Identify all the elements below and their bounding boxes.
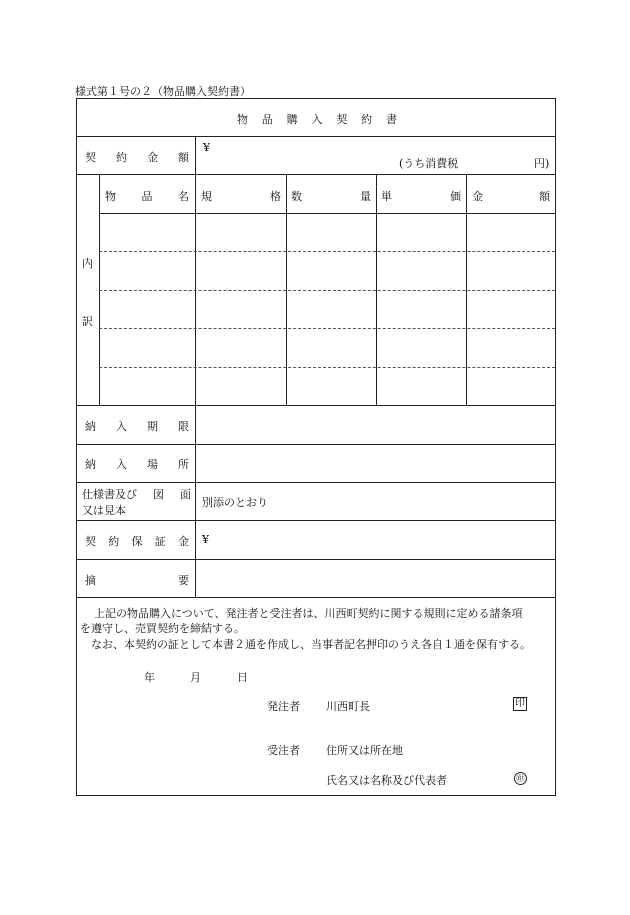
- title-char: 約: [361, 113, 373, 126]
- date-month: 月: [190, 671, 201, 684]
- column-header-quantity: 数 量: [291, 190, 371, 203]
- statement-line-1: 上記の物品購入について、発注者と受注者は、川西町契約に関する規則に定める諸条項: [94, 607, 523, 620]
- divider: [77, 444, 555, 445]
- statement-line-3: なお、本契約の証として本書２通を作成し、当事者記名押印のうえ各自１通を保有する。: [91, 638, 531, 651]
- orderer-name: 川西町長: [326, 700, 370, 713]
- contract-amount-yen: ¥: [203, 141, 210, 154]
- document-title: [237, 111, 397, 127]
- guarantee-label: 契 約 保 証 金: [85, 535, 189, 548]
- divider: [99, 213, 555, 214]
- delivery-period-label: 納 入 期 限: [85, 420, 189, 433]
- breakdown-label-1: 内: [82, 257, 93, 270]
- title-char: 購: [286, 113, 298, 126]
- contractor-label: 受注者: [267, 744, 300, 757]
- dashed-divider: [99, 251, 555, 252]
- date-year: 年: [144, 671, 155, 684]
- divider: [77, 520, 555, 521]
- title-char: 書: [385, 113, 397, 126]
- spec-label-line2: 又は見本: [82, 504, 126, 517]
- delivery-place-label: 納 入 場 所: [85, 458, 189, 471]
- dashed-divider: [99, 367, 555, 368]
- column-header-item: 物 品 名: [105, 190, 189, 203]
- divider: [77, 559, 555, 560]
- contract-form: [76, 98, 556, 796]
- column-header-amount: 金 額: [472, 190, 550, 203]
- dashed-divider: [99, 290, 555, 291]
- form-number: 様式第１号の２（物品購入契約書）: [75, 85, 251, 98]
- contractor-address: 住所又は所在地: [326, 744, 403, 757]
- date-day: 日: [237, 671, 248, 684]
- divider: [195, 405, 196, 597]
- breakdown-label-2: 訳: [82, 315, 93, 328]
- title-char: 物: [237, 113, 248, 126]
- column-header-unit-price: 単 価: [381, 190, 461, 203]
- remarks-label: 摘 要: [85, 574, 189, 587]
- tax-prefix: (うち消費税: [399, 157, 459, 170]
- orderer-stamp: 印: [515, 698, 525, 709]
- divider: [77, 136, 555, 137]
- guarantee-yen: ¥: [202, 533, 209, 546]
- divider: [77, 174, 555, 175]
- divider: [77, 405, 555, 406]
- title-char: 品: [261, 113, 273, 126]
- divider: [77, 597, 555, 598]
- contractor-seal: ㊞: [514, 772, 527, 785]
- spec-value: 別添のとおり: [202, 496, 268, 509]
- divider: [195, 136, 196, 174]
- column-header-spec: 規 格: [201, 190, 281, 203]
- orderer-label: 発注者: [267, 700, 300, 713]
- divider: [77, 482, 555, 483]
- spec-label-line1: 仕様書及び 図 面: [82, 488, 191, 501]
- dashed-divider: [99, 328, 555, 329]
- title-char: 契: [336, 113, 348, 126]
- statement-line-2: を遵守し、売買契約を締結する。: [80, 622, 245, 635]
- title-char: 入: [311, 113, 323, 126]
- contract-amount-label: 契 約 金 額: [85, 151, 189, 164]
- contractor-name: 氏名又は名称及び代表者: [326, 774, 447, 787]
- tax-suffix: 円): [534, 157, 550, 170]
